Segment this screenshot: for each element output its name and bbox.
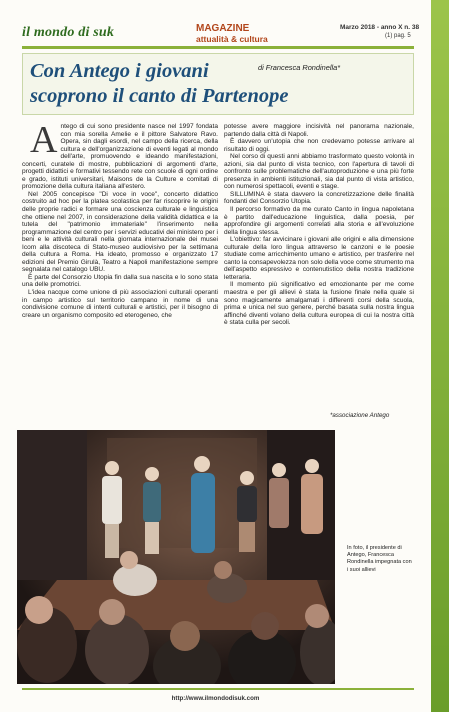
footer-divider [22,688,414,690]
paragraph: Il percorso formativo da me curato Canto in lingua napoletana è partito dall'educazione linguistica, dalla poesia, per approfondire gli argomenti correlati alla storia e all'evoluzione della lingua stessa. [224,206,414,236]
paragraph: L'idea nacque come unione di più associazioni culturali operanti in campo artistico sul territorio campano in nome di una condivisione comune di intenti culturali e artistici, per il bisogno di creare un organismo composito ed eterogeneo, che [22,289,218,319]
paragraph: SILLUMINA è stata davvero la concretizzazione delle finalità fondanti del Consorzio Utopia. [224,190,414,206]
article-column-right [224,123,414,423]
photo-caption: In foto, il presidente di Antego, Francesca Rondinella impegnata con i suoi allievi [347,545,412,573]
paragraph: È parte del Consorzio Utopia fin dalla sua nascita e lo sono stata una delle promotrici. [22,273,218,289]
paragraph: ntego di cui sono presidente nasce nel 1997 fondata con mia sorella Amelie e il pittore Salvatore Ravo. Opera, sin dagli esordi, nel campo della ricerca, della cultura e dell'organizzazione di eventi legati al mondo dell'arte, promuovendo e ideando manifestazioni, concerti, curatele di mostre, pubblicazioni di argomenti d'arte, progetti didattici e formativi tessendo rete con scuole di ogni ordine e grado, istituti universitari, Maisons de la Culture e comitati di promozione della cultura italiana all'estero. [22,123,218,191]
page-number: (1) pag. 5 [385,33,411,39]
paragraph: L'obiettivo: far avvicinare i giovani alle origini e alla dimensione culturale della loro lingua attraverso le canzoni e le poesie studiate come arricchimento umano e artistico, per trasferire nel canto la consapevolezza non solo della voce come strumento ma dell'aspetto espressivo e contenutistico della nostra tradizione letteraria. [224,236,414,281]
magazine-label: MAGAZINE [196,23,250,34]
article-byline: di Francesca Rondinella* [258,63,341,72]
paragraph: È davvero un'utopia che non credevamo potesse arrivare al risultato di oggi. [224,138,414,153]
paragraph: potesse avere maggiore incisività nel panorama nazionale, partendo dalla città di Napoli. [224,123,414,138]
paragraph: Nel 2005 concepisce "Di voce in voce", concerto didattico costruito ad hoc per la platea scolastica per far riscoprire le origini delle proprie radici e formare una coscienza culturale e linguistica che ottiene nel 2007, in considerazione della validità didattica e la tutela del "patrimonio immateriale" l'inserimento nella programmazione del centro per i servizi educativi dei ministero per i beni e le attività culturali nella giornata internazionale dei musei Icom alla discoteca di Stato-museo audiovisivo per la settimana della cultura a Roma. Ha ideato, promosso e organizzato 17 edizioni del Premio Girulà, Teatro a Napoli manifestazione sempre segnalata nel catalogo UBU. [22,190,218,274]
article-photo [17,430,335,684]
site-logo[interactable]: il mondo di suk [22,25,115,40]
paragraph: Il momento più significativo ed emozionante per me come maestra e per gli allievi è stata la fusione finale nella quale si sono magicamente amalgamati i differenti corsi della scuola, prima e unica nel suo genere, perché basata sulla nostra lingua affinché diventi volano della cultura europea di cui la nostra città è stata culla per secoli. [224,281,414,327]
stage-photo-illustration [17,430,335,684]
side-accent-bar [431,0,449,712]
article-title-line2: scoprono il canto di Partenope [30,85,289,107]
article-signature: *associazione Antego [330,412,390,419]
header-divider [22,46,414,49]
drop-cap: A [30,123,58,161]
footer-url-link[interactable]: http://www.ilmondodisuk.com [171,695,260,702]
article-column-left [22,123,218,427]
section-label: attualità & cultura [196,34,268,44]
issue-info: Marzo 2018 - anno X n. 38 [340,24,420,31]
article-title-line1: Con Antego i giovani [30,60,209,82]
paragraph: Nel corso di questi anni abbiamo trasformato questo volontà in azioni, sia dal punto di vista tecnico, con l'apertura di tavoli di confronto sulle problematiche dell'autoproduzione e una più forte presenza in ambienti istituzionali, sia dal punto di vista artistico, con numerosi spettacoli, eventi e stage. [224,153,414,191]
